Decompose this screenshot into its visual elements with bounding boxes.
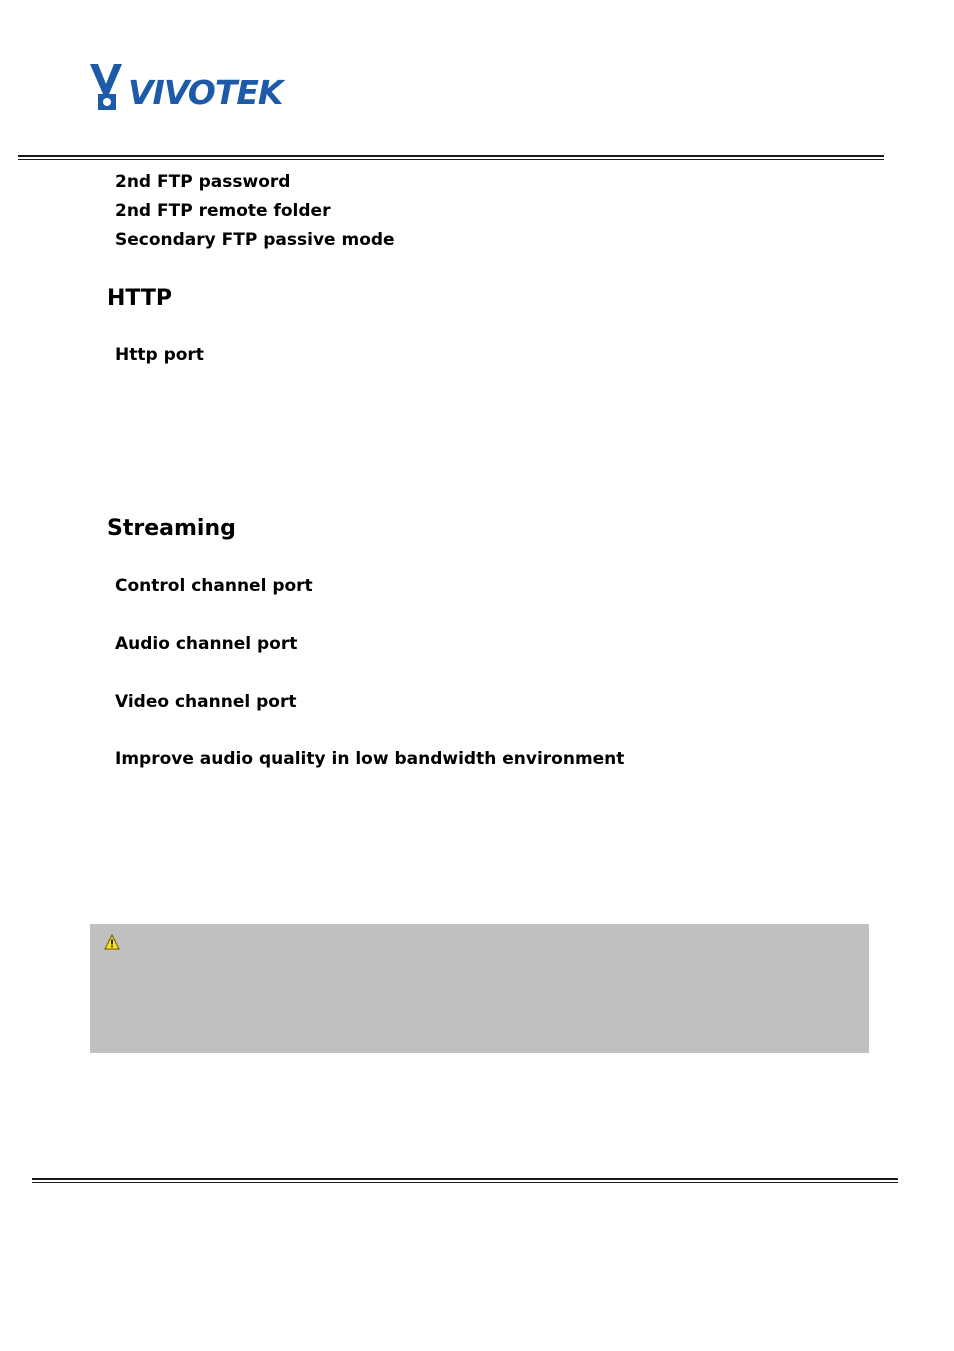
streaming-item-audio-port: Audio channel port xyxy=(115,634,298,654)
vivotek-logo xyxy=(88,62,298,112)
brand-name: VIVOTEK xyxy=(128,73,283,112)
ftp-item-remote-folder: 2nd FTP remote folder xyxy=(115,201,331,221)
streaming-item-audio-quality: Improve audio quality in low bandwidth environment xyxy=(115,749,625,769)
ftp-item-passive-mode: Secondary FTP passive mode xyxy=(115,230,395,250)
http-item-port: Http port xyxy=(115,345,204,365)
streaming-heading: Streaming xyxy=(107,516,236,541)
streaming-item-video-port: Video channel port xyxy=(115,692,297,712)
ftp-item-password: 2nd FTP password xyxy=(115,172,291,192)
streaming-item-control-port: Control channel port xyxy=(115,576,313,596)
note-box xyxy=(90,924,869,1053)
header-divider xyxy=(18,155,884,160)
footer-divider xyxy=(32,1178,898,1183)
http-heading: HTTP xyxy=(107,286,173,311)
warning-icon xyxy=(104,934,120,950)
vivotek-camera-logo-icon xyxy=(88,62,128,112)
